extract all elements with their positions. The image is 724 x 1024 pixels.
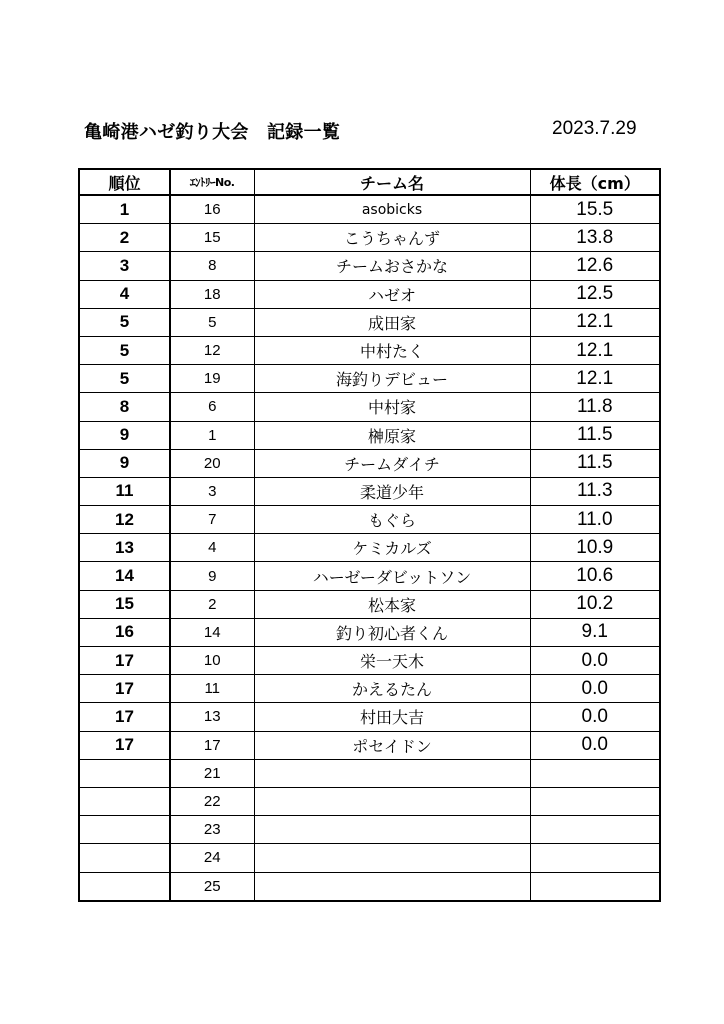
rank-cell: 8: [79, 393, 170, 421]
table-row: [79, 421, 660, 449]
entry-number-cell: 22: [170, 787, 254, 815]
team-name-cell: 海釣りデビュー: [254, 365, 530, 393]
entry-number-cell: 4: [170, 534, 254, 562]
entry-number-cell: 13: [170, 703, 254, 731]
length-cell: 12.5: [530, 280, 660, 308]
team-name-cell: 榊原家: [254, 421, 530, 449]
table-row: [79, 393, 660, 421]
rank-cell: [79, 816, 170, 844]
rank-cell: 15: [79, 590, 170, 618]
team-name-cell: 栄一天木: [254, 647, 530, 675]
team-name-cell: ポセイドン: [254, 731, 530, 759]
entry-number-cell: 5: [170, 308, 254, 336]
length-cell: 12.1: [530, 365, 660, 393]
length-cell: [530, 872, 660, 901]
rank-cell: 13: [79, 534, 170, 562]
length-cell: 10.2: [530, 590, 660, 618]
entry-number-cell: 12: [170, 336, 254, 364]
table-row: [79, 224, 660, 252]
table-row: [79, 506, 660, 534]
rank-cell: 17: [79, 647, 170, 675]
team-name-cell: チームダイチ: [254, 449, 530, 477]
entry-number-cell: 21: [170, 759, 254, 787]
entry-number-cell: 8: [170, 252, 254, 280]
entry-number-cell: 10: [170, 647, 254, 675]
rank-cell: 11: [79, 477, 170, 505]
entry-number-cell: 19: [170, 365, 254, 393]
entry-number-cell: 6: [170, 393, 254, 421]
rank-cell: 16: [79, 618, 170, 646]
table-row: [79, 308, 660, 336]
length-cell: [530, 816, 660, 844]
header-length: 体長（cm）: [530, 169, 660, 195]
entry-number-cell: 9: [170, 562, 254, 590]
table-row: [79, 618, 660, 646]
header-team-name: チーム名: [254, 169, 530, 195]
team-name-cell: [254, 872, 530, 901]
table-row: [79, 759, 660, 787]
rank-cell: 14: [79, 562, 170, 590]
length-cell: [530, 844, 660, 872]
rank-cell: 1: [79, 195, 170, 224]
team-name-cell: 村田大吉: [254, 703, 530, 731]
entry-number-cell: 1: [170, 421, 254, 449]
team-name-cell: チームおさかな: [254, 252, 530, 280]
entry-number-cell: 3: [170, 477, 254, 505]
table-row: [79, 477, 660, 505]
table-row: [79, 872, 660, 901]
header-rank: 順位: [79, 169, 170, 195]
table-row: [79, 280, 660, 308]
rank-cell: 17: [79, 731, 170, 759]
length-cell: 9.1: [530, 618, 660, 646]
entry-number-cell: 11: [170, 675, 254, 703]
team-name-cell: 成田家: [254, 308, 530, 336]
table-header-row: [79, 169, 660, 195]
entry-number-cell: 17: [170, 731, 254, 759]
team-name-cell: 中村家: [254, 393, 530, 421]
length-cell: 11.8: [530, 393, 660, 421]
entry-number-cell: 24: [170, 844, 254, 872]
table-row: [79, 731, 660, 759]
table-row: [79, 252, 660, 280]
team-name-cell: こうちゃんず: [254, 224, 530, 252]
rank-cell: 9: [79, 421, 170, 449]
table-row: [79, 449, 660, 477]
team-name-cell: ハゼオ: [254, 280, 530, 308]
table-row: [79, 703, 660, 731]
team-name-cell: 釣り初心者くん: [254, 618, 530, 646]
entry-number-cell: 7: [170, 506, 254, 534]
team-name-cell: 柔道少年: [254, 477, 530, 505]
page-title: 亀崎港ハゼ釣り大会 記録一覧: [84, 122, 341, 143]
table-row: [79, 590, 660, 618]
event-date: 2023.7.29: [552, 118, 637, 139]
rank-cell: [79, 787, 170, 815]
team-name-cell: もぐら: [254, 506, 530, 534]
length-cell: [530, 787, 660, 815]
table-row: [79, 675, 660, 703]
team-name-cell: [254, 816, 530, 844]
entry-number-cell: 20: [170, 449, 254, 477]
table-row: [79, 336, 660, 364]
length-cell: 0.0: [530, 731, 660, 759]
length-cell: 11.0: [530, 506, 660, 534]
team-name-cell: かえるたん: [254, 675, 530, 703]
rank-cell: [79, 872, 170, 901]
team-name-cell: ケミカルズ: [254, 534, 530, 562]
length-cell: 15.5: [530, 195, 660, 224]
team-name-cell: [254, 787, 530, 815]
table-row: [79, 562, 660, 590]
table-row: [79, 816, 660, 844]
rank-cell: 2: [79, 224, 170, 252]
table-row: [79, 647, 660, 675]
results-table: [78, 168, 661, 902]
team-name-cell: [254, 844, 530, 872]
entry-number-cell: 25: [170, 872, 254, 901]
rank-cell: 12: [79, 506, 170, 534]
length-cell: [530, 759, 660, 787]
rank-cell: 17: [79, 703, 170, 731]
team-name-cell: ハーゼーダビットソン: [254, 562, 530, 590]
table-row: [79, 195, 660, 224]
length-cell: 11.5: [530, 421, 660, 449]
team-name-cell: 松本家: [254, 590, 530, 618]
length-cell: 0.0: [530, 675, 660, 703]
team-name-cell: asobicks: [254, 195, 530, 224]
length-cell: 11.5: [530, 449, 660, 477]
length-cell: 12.1: [530, 336, 660, 364]
entry-number-cell: 2: [170, 590, 254, 618]
rank-cell: 4: [79, 280, 170, 308]
length-cell: 0.0: [530, 647, 660, 675]
header-entry-number: ｴﾝﾄﾘｰNo.: [170, 169, 254, 195]
rank-cell: 17: [79, 675, 170, 703]
length-cell: 12.6: [530, 252, 660, 280]
rank-cell: 5: [79, 308, 170, 336]
length-cell: 13.8: [530, 224, 660, 252]
rank-cell: 3: [79, 252, 170, 280]
table-row: [79, 787, 660, 815]
team-name-cell: [254, 759, 530, 787]
length-cell: 0.0: [530, 703, 660, 731]
entry-number-cell: 23: [170, 816, 254, 844]
rank-cell: 9: [79, 449, 170, 477]
entry-number-cell: 18: [170, 280, 254, 308]
table-row: [79, 365, 660, 393]
rank-cell: 5: [79, 336, 170, 364]
rank-cell: [79, 759, 170, 787]
length-cell: 12.1: [530, 308, 660, 336]
entry-number-cell: 15: [170, 224, 254, 252]
entry-number-cell: 14: [170, 618, 254, 646]
team-name-cell: 中村たく: [254, 336, 530, 364]
rank-cell: 5: [79, 365, 170, 393]
length-cell: 10.9: [530, 534, 660, 562]
rank-cell: [79, 844, 170, 872]
table-row: [79, 844, 660, 872]
entry-number-cell: 16: [170, 195, 254, 224]
length-cell: 11.3: [530, 477, 660, 505]
length-cell: 10.6: [530, 562, 660, 590]
table-row: [79, 534, 660, 562]
